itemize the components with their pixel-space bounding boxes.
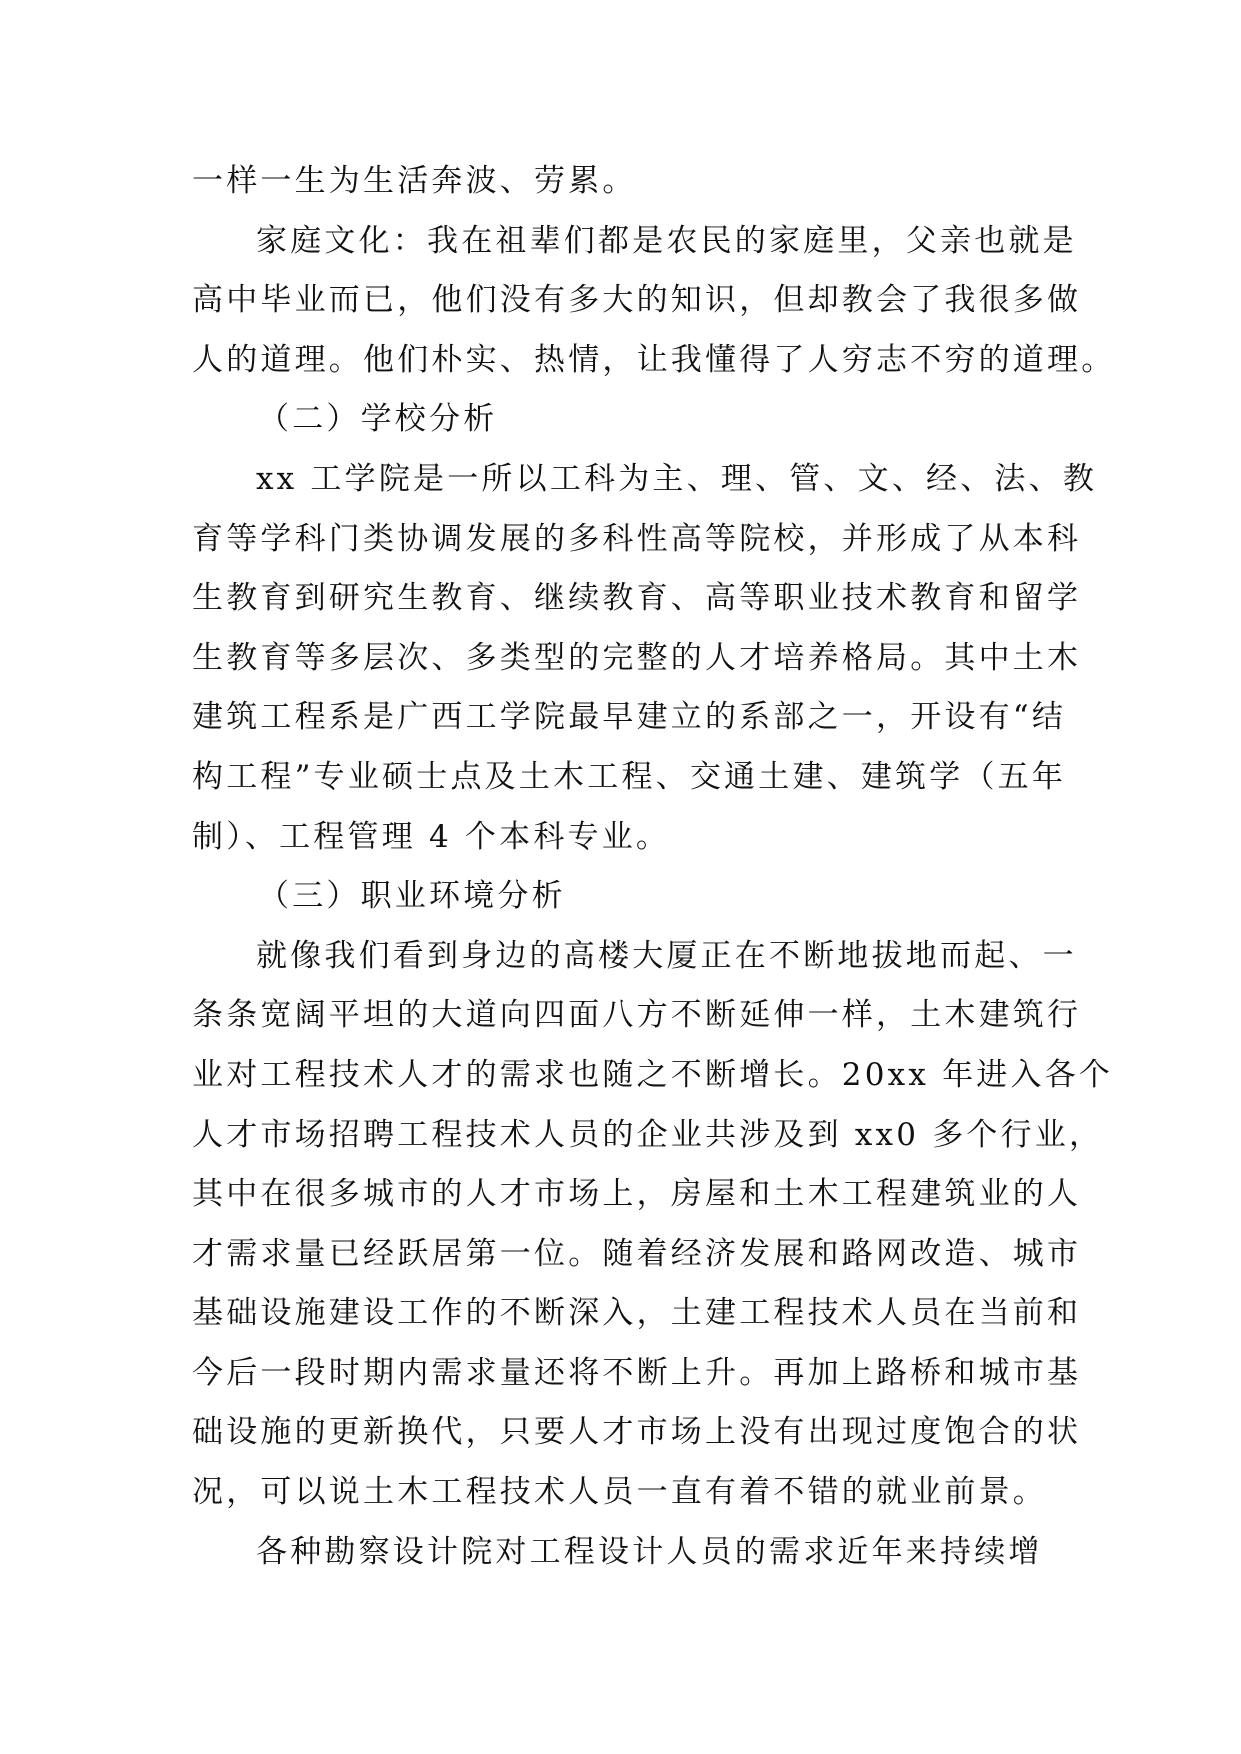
text-line: 建筑工程系是广西工学院最早建立的系部之一，开设有“结 [192,699,1067,736]
text-line: 人的道理。他们朴实、热情，让我懂得了人穷志不穷的道理。 [192,341,1116,378]
text-line: 条条宽阔平坦的大道向四面八方不断延伸一样，土木建筑行 [192,997,1082,1034]
paragraph-first-line: xx 工学院是一所以工科为主、理、管、文、经、法、教 [256,460,1098,497]
text-line: 况，可以说土木工程技术人员一直有着不错的就业前景。 [192,1474,1047,1511]
paragraph-first-line: 家庭文化：我在祖辈们都是农民的家庭里，父亲也就是 [256,222,1077,259]
text-line: 人才市场招聘工程技术人员的企业共涉及到 xx0 多个行业， [192,1116,1104,1153]
text-line: 高中毕业而已，他们没有多大的知识，但却教会了我很多做 [192,282,1082,319]
section-heading-school-analysis: （二）学校分析 [258,401,498,438]
text-line: 一样一生为生活奔波、劳累。 [192,163,637,199]
text-line: 构工程”专业硕士点及土木工程、交通土建、建筑学（五年 [192,758,1067,795]
text-line: 其中在很多城市的人才市场上，房屋和土木工程建筑业的人 [192,1176,1082,1213]
section-heading-career-environment: （三）职业环境分析 [258,878,566,915]
text-line: 业对工程技术人才的需求也随之不断增长。20xx 年进入各个 [192,1056,1114,1093]
paragraph-first-line: 各种勘察设计院对工程设计人员的需求近年来持续增 [256,1533,1043,1570]
text-line: 才需求量已经跃居第一位。随着经济发展和路网改造、城市 [192,1235,1082,1272]
text-line: 育等学科门类协调发展的多科性高等院校，并形成了从本科 [192,520,1082,557]
text-line: 础设施的更新换代，只要人才市场上没有出现过度饱合的状 [192,1414,1082,1451]
text-line: 制）、工程管理 4 个本科专业。 [192,818,671,855]
text-line: 生教育到研究生教育、继续教育、高等职业技术教育和留学 [192,580,1082,617]
text-line: 生教育等多层次、多类型的完整的人才培养格局。其中土木 [192,639,1082,676]
paragraph-first-line: 就像我们看到身边的高楼大厦正在不断地拔地而起、一 [256,937,1077,974]
text-line: 基础设施建设工作的不断深入，土建工程技术人员在当前和 [192,1295,1082,1332]
text-line: 今后一段时期内需求量还将不断上升。再加上路桥和城市基 [192,1354,1082,1391]
document-body [192,152,1116,1582]
